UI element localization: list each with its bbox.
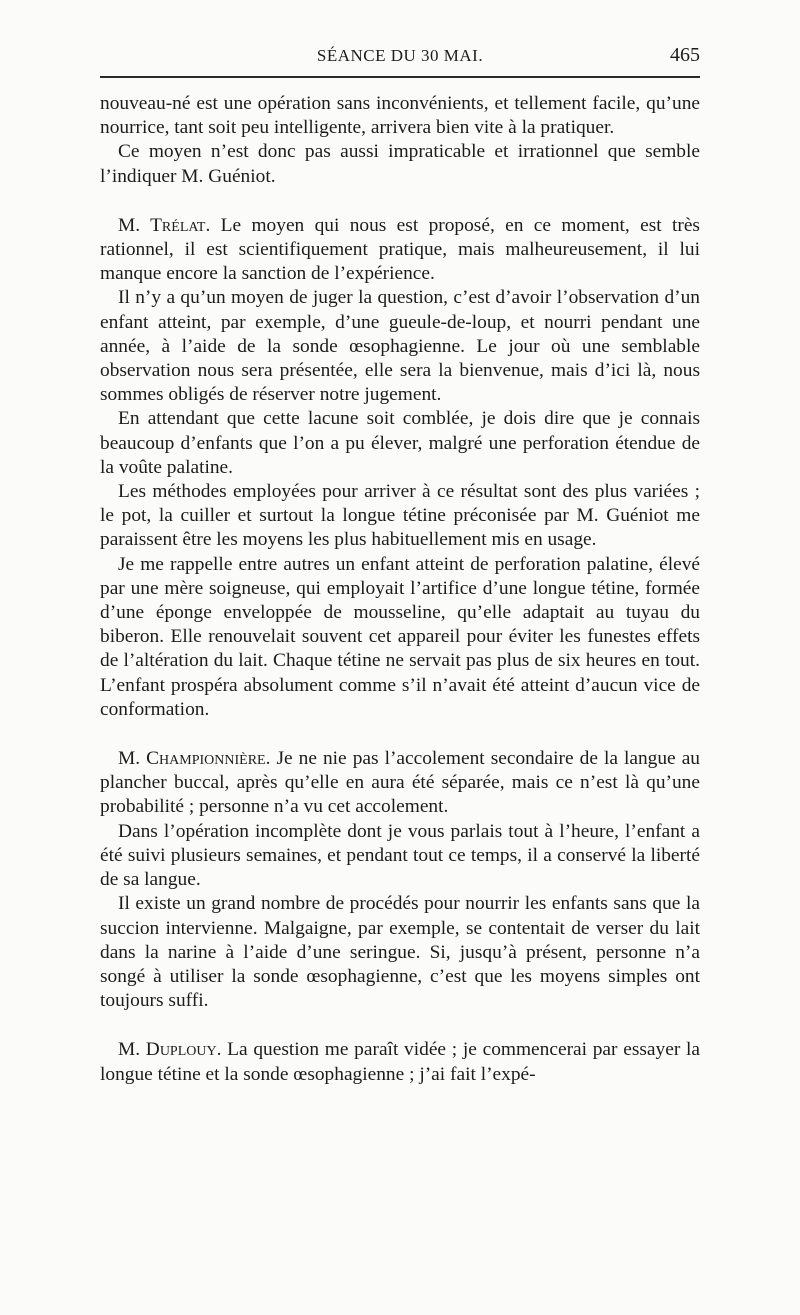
header-title: SÉANCE DU 30 MAI. (316, 46, 484, 65)
speaker-name: M. Championnière. (118, 748, 271, 770)
header-rule (100, 76, 700, 78)
paragraph-7: Je me rappelle entre autres un enfant atteint de perforation palatine, élevé par une mère soigneuse, qui employait l’artifice d’une longue tétine, formée d’une éponge enveloppée de mousseline, qu’elle adaptait au tuyau du biberon. Elle renouvelait souvent cet appareil pour éviter les funestes effets de l’altération du lait. Chaque tétine ne servait pas plus de six heures en tout. L’enfant prospéra absolument comme s’il n’avait été atteint d’aucun vice de conformation. (100, 553, 700, 720)
paragraph-4: Il n’y a qu’un moyen de juger la question, c’est d’avoir l’observation d’un enfant atteint, par exemple, d’une gueule-de-loup, et nourri pendant une année, à l’aide de la sonde œsophagienne. Le jour où une semblable observation nous sera présentée, elle sera la bienvenue, mais d’ici là, nous sommes obligés de réserver notre jugement. (100, 287, 700, 406)
page-number: 465 (670, 44, 700, 66)
paragraph-2: Ce moyen n’est donc pas aussi impraticable et irrationnel que semble l’indiquer M. Guéniot. (100, 141, 700, 187)
paragraph-8: M. Championnière. Je ne nie pas l’accolement secondaire de la langue au plancher buccal, après qu’elle en aura été séparée, mais ce n’est là qu’une probabilité ; personne n’a vu cet accolement. (100, 748, 700, 818)
paragraph-3: M. Trélat. Le moyen qui nous est proposé, en ce moment, est très rationnel, il est scientifiquement pratique, mais malheureusement, il lui manque encore la sanction de l’expérience. (100, 214, 700, 285)
running-header (100, 42, 700, 72)
paragraph-6: Les méthodes employées pour arriver à ce résultat sont des plus variées ; le pot, la cuiller et surtout la longue tétine préconisée par M. Guéniot me paraissent être les moyens les plus habituellement mis en usage. (100, 481, 700, 551)
paragraph-11: M. Duplouy. La question me paraît vidée ; je commencerai par essayer la longue tétine et la sonde œsophagienne ; j’ai fait l’expé- (100, 1039, 700, 1085)
paragraph-5: En attendant que cette lacune soit comblée, je dois dire que je connais beaucoup d’enfants que l’on a pu élever, malgré une perforation étendue de la voûte palatine. (100, 408, 700, 478)
body-text (100, 92, 700, 1087)
speaker-name: M. Trélat. (118, 214, 211, 236)
paragraph-9: Dans l’opération incomplète dont je vous parlais tout à l’heure, l’enfant a été suivi plusieurs semaines, et pendant tout ce temps, il a conservé la liberté de sa langue. (100, 820, 700, 891)
paragraph-1: nouveau-né est une opération sans inconvénients, et tellement facile, qu’une nourrice, tant soit peu intelligente, arrivera bien vite à la pratiquer. (100, 93, 700, 139)
speaker-name: M. Duplouy. (118, 1039, 222, 1061)
paragraph-10: Il existe un grand nombre de procédés pour nourrir les enfants sans que la succion intervienne. Malgaigne, par exemple, se contentait de verser du lait dans la narine à l’aide d’une seringue. Si, jusqu’à présent, personne n’a songé à utiliser la sonde œsophagienne, c’est que les moyens simples ont toujours suffi. (100, 893, 700, 1012)
